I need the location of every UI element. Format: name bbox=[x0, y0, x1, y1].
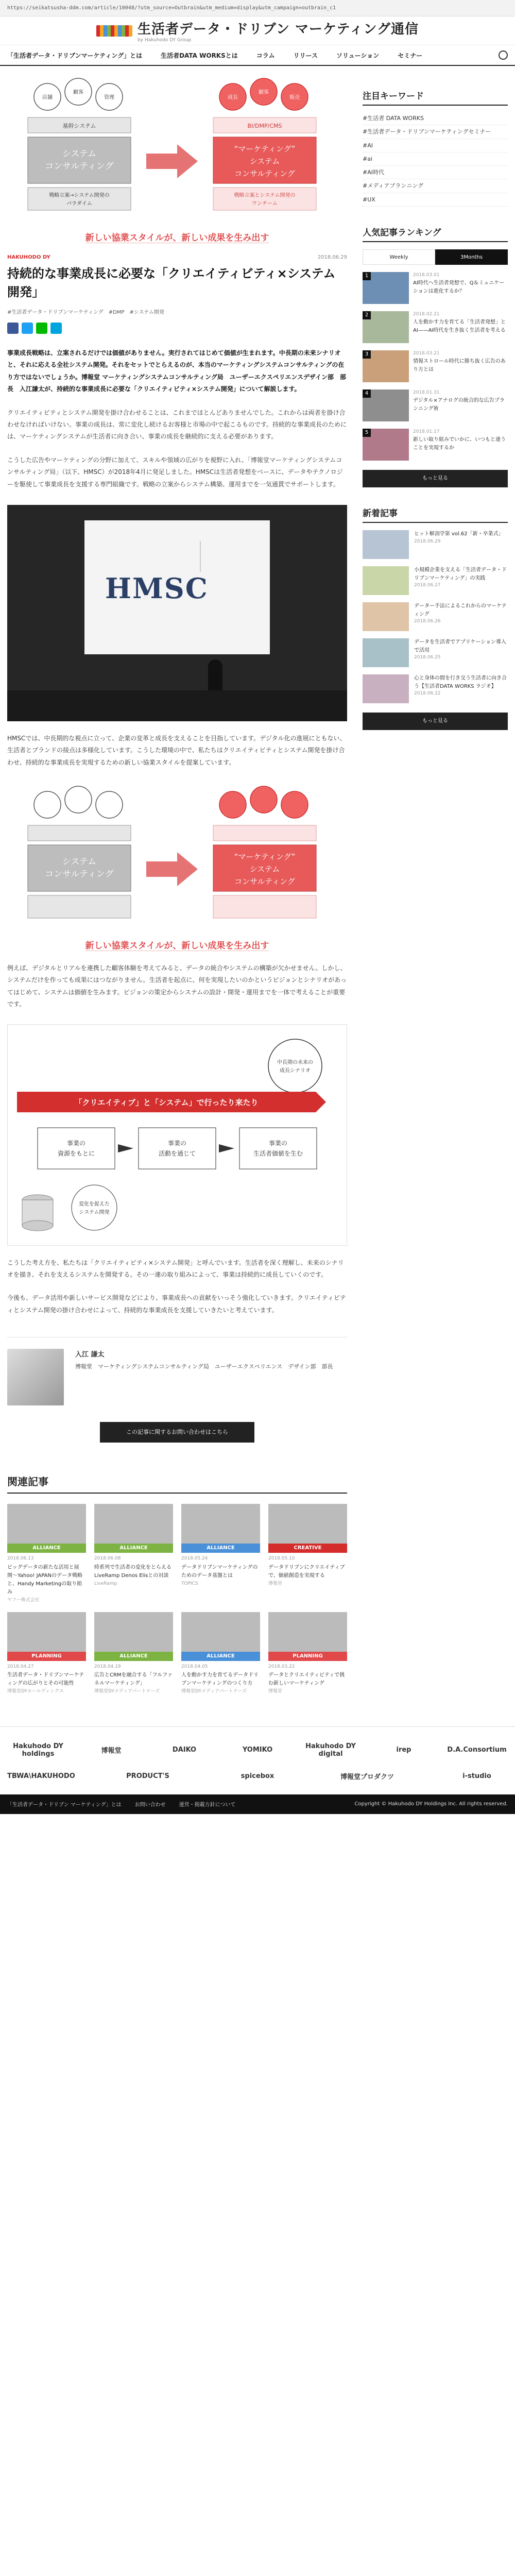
ranking-thumb bbox=[363, 429, 409, 461]
ranking-number: 5 bbox=[363, 429, 371, 437]
ranking-number: 1 bbox=[363, 272, 371, 280]
keywords-list bbox=[363, 112, 508, 207]
related-date: 2018.05.24 bbox=[181, 1556, 208, 1562]
related-thumb bbox=[94, 1612, 173, 1661]
ranking-more-button[interactable]: もっと見る bbox=[363, 470, 508, 487]
nav-item-about[interactable]: 「生活者データ・ドリブンマーケティング」とは bbox=[7, 52, 143, 59]
site-header bbox=[0, 16, 515, 45]
right-circle-3: 販売 bbox=[289, 95, 300, 100]
related-badge: ALLIANCE bbox=[94, 1544, 173, 1553]
collab-diagram-svg bbox=[7, 784, 347, 934]
news-more-button[interactable]: もっと見る bbox=[363, 713, 508, 730]
group-logo[interactable]: Hakuhodo DY digital bbox=[305, 1742, 356, 1758]
tab-weekly[interactable]: Weekly bbox=[363, 249, 435, 265]
related-text: データとクリエイティビティで挑む新しいマーケティング bbox=[268, 1672, 345, 1687]
left-circle-3: 管理 bbox=[104, 95, 114, 100]
right-center-line1: “マーケティング” bbox=[234, 144, 296, 154]
ranking-tabs bbox=[363, 249, 508, 265]
related-badge: ALLIANCE bbox=[7, 1544, 86, 1553]
group-logos bbox=[0, 1726, 515, 1781]
left-circle-2: 顧客 bbox=[73, 90, 83, 95]
related-text: 人を動かす力を育てるデータドリブンマーケティングのつくり方 bbox=[181, 1672, 259, 1687]
keyword-item[interactable]: #AI時代 bbox=[363, 166, 508, 179]
group-logo[interactable]: irep bbox=[396, 1746, 411, 1754]
right-center-line3: コンサルティング bbox=[234, 169, 295, 178]
related-sub: 博報堂DYホールディングス bbox=[7, 1689, 64, 1694]
ranking-date: 2018.03.21 bbox=[413, 351, 440, 357]
related-card[interactable] bbox=[7, 1504, 86, 1604]
news-date: 2018.06.27 bbox=[414, 583, 441, 588]
nav-item-column[interactable]: コラム bbox=[256, 52, 275, 59]
news-thumb bbox=[363, 602, 409, 631]
related-thumb bbox=[181, 1504, 260, 1553]
news-date: 2018.06.25 bbox=[414, 655, 441, 660]
news-date: 2018.06.22 bbox=[414, 691, 441, 697]
chevron-box-3b: 生活者価値を生む bbox=[253, 1149, 303, 1157]
news-item[interactable] bbox=[363, 602, 508, 631]
logo-row-1 bbox=[7, 1742, 508, 1758]
article-para-2: こうした広告やマーケティングの分野に加えて、スキルや領域の広がりを視野に入れ、「博報堂マーケティングシステムコンサルティング局」（以下、HMSC）が2018年4月に発足しました。HMSCは生活者発想をベースに、データやテクノロジーを駆使して事業成長を支援する専門組織です。戦略の立案からシステム構築、運用までを一気通貫でサポートします。 bbox=[7, 456, 343, 488]
chevron-box-1b: 資源をもとに bbox=[57, 1149, 95, 1157]
footer-link-contact[interactable]: お問い合わせ bbox=[134, 1802, 166, 1808]
related-card[interactable] bbox=[94, 1612, 173, 1696]
author-photo bbox=[7, 1349, 64, 1405]
ranking-text: 人を動かす力を育てる「生活者発想」とAI——AI時代を生き抜く生活者を考える bbox=[413, 319, 506, 333]
news-date: 2018.06.26 bbox=[414, 619, 441, 624]
ranking-number: 4 bbox=[363, 389, 371, 398]
right-top: BI/DMP/CMS bbox=[247, 123, 282, 129]
site-logo[interactable] bbox=[96, 19, 419, 43]
related-thumb bbox=[181, 1612, 260, 1661]
tab-3months[interactable]: 3Months bbox=[435, 249, 508, 265]
ranking-date: 2018.03.01 bbox=[413, 273, 440, 278]
keyword-item[interactable]: #メディアプランニング bbox=[363, 179, 508, 193]
news-text: 心と身体の間を行き交う生活者に向き合う【生活者DATA WORKS ラジオ】 bbox=[414, 675, 507, 689]
related-thumb bbox=[94, 1504, 173, 1553]
group-logo[interactable]: PRODUCT'S bbox=[126, 1772, 169, 1780]
line-icon[interactable] bbox=[36, 323, 47, 334]
group-logo[interactable]: DAIKO bbox=[172, 1746, 197, 1754]
related-grid bbox=[7, 1504, 347, 1696]
logo-mark-icon bbox=[96, 25, 132, 37]
related-date: 2018.04.27 bbox=[7, 1664, 34, 1669]
article-tags[interactable]: #生活者データ・ドリブンマーケティング #DMP #システム開発 bbox=[7, 310, 164, 315]
left-base: 基幹システム bbox=[62, 123, 96, 129]
related-title: 関連記事 bbox=[7, 1473, 347, 1494]
related-sub: 博報堂DYメディアパートナーズ bbox=[181, 1689, 247, 1694]
related-sub: 博報堂 bbox=[268, 1581, 283, 1586]
related-card[interactable] bbox=[181, 1504, 260, 1604]
related-sub: 博報堂DYメディアパートナーズ bbox=[94, 1689, 160, 1694]
left-bottom-line2: パラダイム bbox=[66, 201, 92, 207]
news-thumb bbox=[363, 566, 409, 595]
ranking-thumb bbox=[363, 272, 409, 304]
left-circle-1: 店舗 bbox=[42, 95, 53, 100]
related-card[interactable] bbox=[181, 1612, 260, 1696]
news-thumb bbox=[363, 530, 409, 559]
related-sub: TOPICS bbox=[181, 1581, 198, 1586]
related-text: 生活者データ・ドリブンマーケティングの広がりとその可能性 bbox=[7, 1672, 84, 1687]
related-card[interactable] bbox=[94, 1504, 173, 1604]
group-logo[interactable]: 博報堂プロダクツ bbox=[340, 1773, 394, 1781]
right-bottom-line2: ワンチーム bbox=[252, 201, 278, 207]
hero-caption: 新しい協業スタイルが、新しい成果を生み出す bbox=[85, 233, 269, 243]
related-thumb bbox=[268, 1612, 347, 1661]
group-logo[interactable]: 博報堂 bbox=[101, 1747, 122, 1755]
related-sub: 博報堂 bbox=[268, 1689, 283, 1694]
related-text: データドリブンにクリエイティブで、価値創造を実現する bbox=[268, 1564, 345, 1579]
related-badge: ALLIANCE bbox=[94, 1652, 173, 1661]
chevron-top-right-1: 中長期の未来の bbox=[277, 1059, 313, 1065]
related-text: ビッグデータの新たな活用と展開〜Yahoo! JAPANのデータ戦略と、Handy Marketingの取り組み bbox=[7, 1564, 82, 1595]
right-bottom-line1: 戦略立案とシステム開発の bbox=[234, 193, 296, 198]
chevron-bottom-2: システム開発 bbox=[79, 1209, 110, 1215]
hero-diagram-svg bbox=[7, 76, 347, 226]
group-logo[interactable]: spicebox bbox=[241, 1772, 274, 1780]
left-center-line1: システム bbox=[62, 149, 97, 159]
collab-left-line2: コンサルティング bbox=[45, 869, 114, 880]
ranking-thumb bbox=[363, 311, 409, 343]
article-para-5: こうした考え方を、私たちは「クリエイティビティ×システム開発」と呼んでいます。生活者を深く理解し、未来のシナリオを描き、それを支えるシステムを開発する。その一連の取り組みによって、事業は持続的に成長していくのです。 bbox=[7, 1259, 344, 1279]
right-center-line2: システム bbox=[249, 157, 280, 166]
left-bottom-line1: 戦略立案→システム開発の bbox=[49, 193, 110, 198]
search-icon[interactable] bbox=[499, 50, 508, 60]
related-badge: ALLIANCE bbox=[181, 1544, 260, 1553]
news-text: 小規模企業を支える「生活者データ・ドリブンマーケティング」の実践 bbox=[414, 567, 507, 581]
article-para-6: 今後も、データ活用や新しいサービス開発などにより、事業成長への貢献をいっそう強化していきます。クリエイティビティとシステム開発の掛け合わせによって、持続的な事業成長を支援していきたいと考えています。 bbox=[7, 1294, 346, 1314]
ranking-item[interactable] bbox=[363, 272, 508, 304]
site-footer bbox=[0, 1794, 515, 1814]
ranking-thumb bbox=[363, 389, 409, 421]
photo-screen-text: HMSC bbox=[105, 571, 209, 605]
chevron-diagram-svg bbox=[17, 1035, 337, 1236]
news-thumb bbox=[363, 638, 409, 667]
address-bar[interactable]: https://seikatsusha-ddm.com/article/10048/?utm_source=Outbrain&utm_medium=display&utm_campaign=outbrain_c1 bbox=[0, 0, 515, 16]
article-para-4: 例えば、デジタルとリアルを連携した顧客体験を考えてみると、データの統合やシステムの構築が欠かせません。しかし、システムだけを作っても成果にはつながりません。生活者を起点に、何を実現したいのかというビジョンとシナリオがあってはじめて、システムは価値を生みます。ビジョンの策定からシステムの設計・開発・運用までを一体で考えることが重要です。 bbox=[7, 964, 347, 1008]
news-text: データを生活者でアプリケーション導入で活用 bbox=[414, 639, 506, 653]
related-badge: PLANNING bbox=[268, 1652, 347, 1661]
logo-sub: by Hakuhodo DY Group bbox=[138, 38, 192, 43]
ranking-list bbox=[363, 272, 508, 461]
chevron-title: 「クリエイティブ」と「システム」で行ったり来たり bbox=[74, 1097, 259, 1107]
news-title: 新着記事 bbox=[363, 506, 508, 523]
related-card[interactable] bbox=[7, 1612, 86, 1696]
keyword-item[interactable]: #AI bbox=[363, 139, 508, 152]
stage-floor bbox=[7, 690, 347, 721]
sidebar bbox=[363, 66, 508, 1696]
article-title: 持続的な事業成長に必要な「クリエイティビティ×システム開発」 bbox=[7, 266, 336, 299]
ranking-text: デジタル×アナログの統合的な広告プランニング術 bbox=[413, 398, 505, 412]
related-date: 2018.04.19 bbox=[94, 1664, 121, 1669]
logo-row-2 bbox=[7, 1771, 508, 1781]
news-item[interactable] bbox=[363, 530, 508, 559]
ranking-date: 2018.02.21 bbox=[413, 312, 440, 317]
ranking-text: 情報ストロール時代に勝ち抜く広告のあり方とは bbox=[413, 359, 506, 372]
ranking-title: 人気記事ランキング bbox=[363, 225, 508, 242]
ranking-item[interactable] bbox=[363, 389, 508, 421]
group-logo[interactable]: YOMIKO bbox=[242, 1746, 273, 1754]
article-para-3: HMSCでは、中長期的な視点に立って、企業の変革と成長を支えることを目指しています。デジタル化の進展にともない、生活者とブランドの接点は多様化しています。こうした環境の中で、私たちはクリエイティビティとシステム開発を掛け合わせ、持続的な事業成長を実現するための新しい協業スタイルを提案しています。 bbox=[7, 734, 346, 766]
screen-text-block bbox=[200, 541, 256, 572]
right-circle-2: 顧客 bbox=[259, 90, 269, 95]
related-sub: LiveRamp bbox=[94, 1581, 117, 1586]
article-date: 2018.06.29 bbox=[317, 255, 347, 260]
chevron-bottom-1: 変化を捉えた bbox=[79, 1201, 110, 1207]
twitter-icon[interactable] bbox=[22, 323, 33, 334]
projection-screen bbox=[84, 520, 270, 654]
related-date: 2018.06.08 bbox=[94, 1556, 121, 1562]
ranking-date: 2018.01.31 bbox=[413, 390, 440, 396]
chevron-diagram bbox=[7, 1024, 347, 1246]
news-date: 2018.06.29 bbox=[414, 538, 441, 544]
related-date: 2018.04.05 bbox=[181, 1664, 208, 1669]
author-name: 入江 謙太 bbox=[75, 1351, 105, 1359]
article-meta bbox=[7, 255, 347, 260]
ranking-number: 3 bbox=[363, 350, 371, 359]
collab-left-line1: システム bbox=[62, 857, 97, 868]
collab-right-line2: システム bbox=[249, 865, 280, 874]
related-thumb bbox=[268, 1504, 347, 1553]
related-text: 広告とCRMを融合する「フルファネルマーケティング」 bbox=[94, 1672, 173, 1687]
ranking-item[interactable] bbox=[363, 350, 508, 382]
footer-link-about[interactable]: 「生活者データ・ドリブン マーケティング」とは bbox=[7, 1802, 122, 1808]
news-item[interactable] bbox=[363, 674, 508, 703]
related-badge: ALLIANCE bbox=[181, 1652, 260, 1661]
related-card[interactable] bbox=[268, 1612, 347, 1696]
share-buttons bbox=[7, 323, 347, 334]
news-thumb bbox=[363, 674, 409, 703]
related-card[interactable] bbox=[268, 1504, 347, 1604]
nav-item-release[interactable]: リリース bbox=[293, 52, 318, 59]
nav-item-solution[interactable]: ソリューション bbox=[336, 52, 380, 59]
related-badge: PLANNING bbox=[7, 1652, 86, 1661]
chevron-box-3a: 事業の bbox=[268, 1139, 288, 1147]
related-thumb bbox=[7, 1504, 86, 1553]
article-category[interactable]: HAKUHODO DY bbox=[7, 255, 50, 260]
chevron-box-1a: 事業の bbox=[66, 1139, 86, 1147]
news-text: データー手法によるこれからのマーケティング bbox=[414, 603, 507, 617]
nav-item-seminar[interactable]: セミナー bbox=[398, 52, 423, 59]
chevron-top-right-2: 成長シナリオ bbox=[280, 1067, 311, 1074]
collab-right-line3: コンサルティング bbox=[234, 877, 295, 887]
global-nav bbox=[0, 45, 515, 66]
contact-button[interactable]: この記事に関するお問い合わせはこちら bbox=[100, 1422, 254, 1443]
news-item[interactable] bbox=[363, 566, 508, 595]
logo-text: 生活者データ・ドリブン マーケティング通信 bbox=[138, 22, 419, 37]
collab-diagram bbox=[7, 784, 347, 951]
related-sub: ヤフー株式会社 bbox=[7, 1597, 40, 1603]
ranking-item[interactable] bbox=[363, 311, 508, 343]
related-date: 2018.03.22 bbox=[268, 1664, 295, 1669]
related-thumb bbox=[7, 1612, 86, 1661]
ranking-text: 新しい取り組みでいかに、いつもと違うことを実現するか bbox=[413, 437, 506, 451]
author-title: 博報堂 マーケティングシステムコンサルティング局 ユーザーエクスペリエンス デザイン部 部長 bbox=[75, 1363, 333, 1370]
right-circle-1: 成長 bbox=[228, 95, 238, 100]
ranking-text: AI時代へ生活者発想で、Q＆ミュニケーションは進化するか？ bbox=[413, 280, 505, 294]
chevron-box-2b: 活動を通じて bbox=[158, 1149, 196, 1157]
facebook-icon[interactable] bbox=[7, 323, 19, 334]
left-center-line2: コンサルティング bbox=[45, 161, 114, 172]
hero-diagram bbox=[7, 76, 347, 241]
main-column bbox=[7, 66, 347, 1696]
keyword-item[interactable]: #UX bbox=[363, 193, 508, 207]
collab-caption: 新しい協業スタイルが、新しい成果を生み出す bbox=[85, 941, 269, 952]
ranking-thumb bbox=[363, 350, 409, 382]
group-logo[interactable]: TBWA\HAKUHODO bbox=[7, 1772, 75, 1780]
ranking-item[interactable] bbox=[363, 429, 508, 461]
copyright: Copyright © Hakuhodo DY Holdings Inc. All rights reserved. bbox=[354, 1801, 508, 1807]
group-logo[interactable]: D.A.Consortium bbox=[447, 1746, 507, 1754]
news-list bbox=[363, 530, 508, 703]
keyword-item[interactable]: #生活者 DATA WORKS bbox=[363, 112, 508, 125]
keyword-item[interactable]: #生活者データ・ドリブンマーケティングセミナー bbox=[363, 125, 508, 139]
ranking-date: 2018.01.17 bbox=[413, 429, 440, 435]
article-lead: 事業成長戦略は、立案されるだけでは価値がありません。実行されてはじめて価値が生まれます。中長期の未来シナリオと、それに応える全社システム開発。それをセットでとらえるのが、本当のマーケティングシステムコンサルティングの在り方ではないでしょうか。博報堂 マーケティングシステムコンサルティング局 ユーザーエクスペリエンスデザイン部 部長 入江謙太が、持続的な事業成長に必要な「クリエイティビティ×システム開発」について解説します。 bbox=[7, 349, 346, 393]
related-date: 2018.06.13 bbox=[7, 1556, 34, 1562]
related-badge: CREATIVE bbox=[268, 1544, 347, 1553]
collab-right-line1: “マーケティング” bbox=[234, 852, 296, 862]
group-logo[interactable]: Hakuhodo DY holdings bbox=[13, 1742, 63, 1758]
ranking-number: 2 bbox=[363, 311, 371, 319]
group-logo[interactable]: i-studio bbox=[462, 1772, 491, 1780]
related-text: データドリブンマーケティングのためのデータ基盤とは bbox=[181, 1564, 258, 1579]
article-para-1: クリエイティビティとシステム開発を掛け合わせることは、これまでほとんどありませんでした。これからは両者を掛け合わせなければいけない。事業の成長は、常に変化し続けるお客様と市場の中で起こるものです。持続的な事業成長のためには、マーケティングシステムが生活者に向き合い、事業の成長を継続的に支える必要があります。 bbox=[7, 409, 347, 440]
keywords-title: 注目キーワード bbox=[363, 89, 508, 106]
news-item[interactable] bbox=[363, 638, 508, 667]
chevron-box-2a: 事業の bbox=[167, 1139, 187, 1147]
related-text: 時系列で生活者の変化をとらえるLiveRamp Denos Elisとの対談 bbox=[94, 1564, 171, 1579]
hatena-icon[interactable] bbox=[50, 323, 62, 334]
news-text: ヒット解剖学第 vol.62「新・卒業式」 bbox=[414, 531, 504, 537]
nav-item-dataworks[interactable]: 生活者DATA WORKSとは bbox=[161, 52, 238, 59]
seminar-photo bbox=[7, 505, 347, 721]
author-box bbox=[7, 1337, 347, 1405]
keyword-item[interactable]: #ai bbox=[363, 152, 508, 166]
footer-link-policy[interactable]: 運営・掲載方針について bbox=[179, 1802, 236, 1808]
related-date: 2018.05.10 bbox=[268, 1556, 295, 1562]
